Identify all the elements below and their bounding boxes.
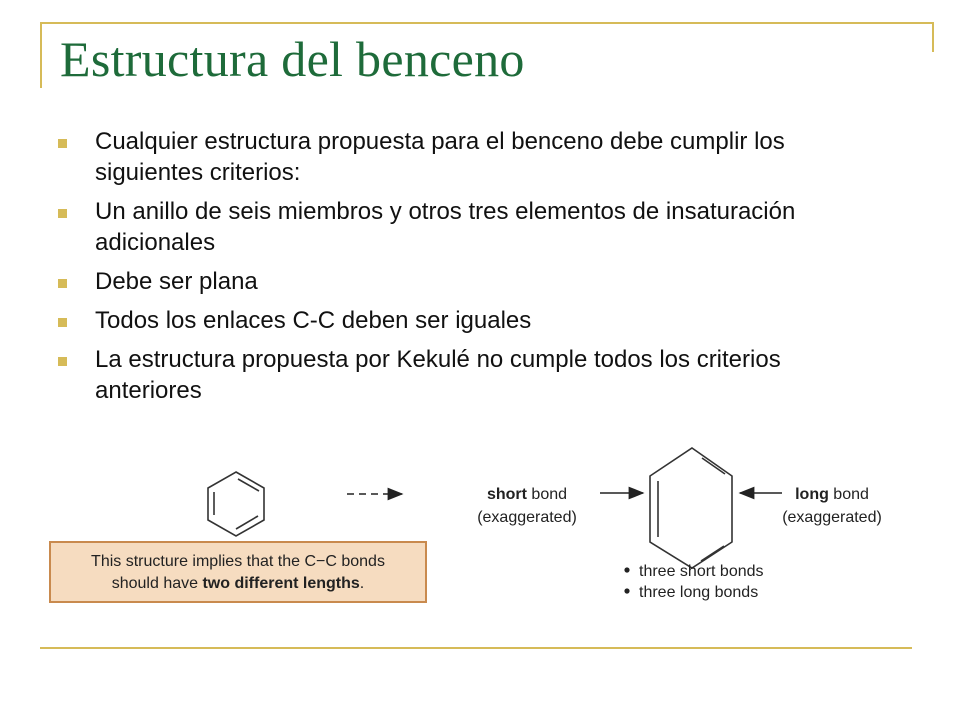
note-line-1: This structure implies that the C−C bonds (91, 553, 385, 570)
short-bond-word: bond (526, 486, 568, 503)
bullet-text: Todos los enlaces C-C deben ser iguales (95, 307, 532, 334)
note-line-2-prefix: should have (111, 575, 203, 592)
bullet-text: La estructura propuesta por Kekulé no cumple todos los criterios anteriores (95, 346, 781, 404)
short-bond-keyword: short (486, 486, 527, 503)
slide-title: Estructura del benceno (60, 31, 525, 87)
bullet-text: Debe ser plana (95, 268, 258, 295)
bullet-text: Un anillo de seis miembros y otros tres elementos de insaturación adicionales (95, 198, 796, 256)
long-bond-word: bond (828, 486, 869, 503)
note-line-2-bold: two different lengths (202, 575, 360, 592)
large-benzene-ring-icon (650, 448, 732, 568)
short-bond-sublabel: (exaggerated) (477, 509, 577, 526)
note-line-2-suffix: . (359, 575, 365, 592)
note-line-2 (112, 575, 365, 592)
long-bond-label (795, 486, 869, 503)
bullet-text: Cualquier estructura propuesta para el benceno debe cumplir los siguientes criterios: (95, 128, 785, 186)
note-box (50, 542, 426, 602)
dot-bullet-icon (624, 567, 629, 572)
long-bond-keyword: long (795, 486, 829, 503)
short-bond-label (487, 486, 567, 503)
point-short-bonds: three short bonds (639, 563, 764, 580)
point-long-bonds: three long bonds (639, 584, 759, 601)
long-bond-sublabel: (exaggerated) (782, 509, 882, 526)
dot-bullet-icon (624, 588, 629, 593)
small-benzene-ring-icon (208, 472, 264, 536)
